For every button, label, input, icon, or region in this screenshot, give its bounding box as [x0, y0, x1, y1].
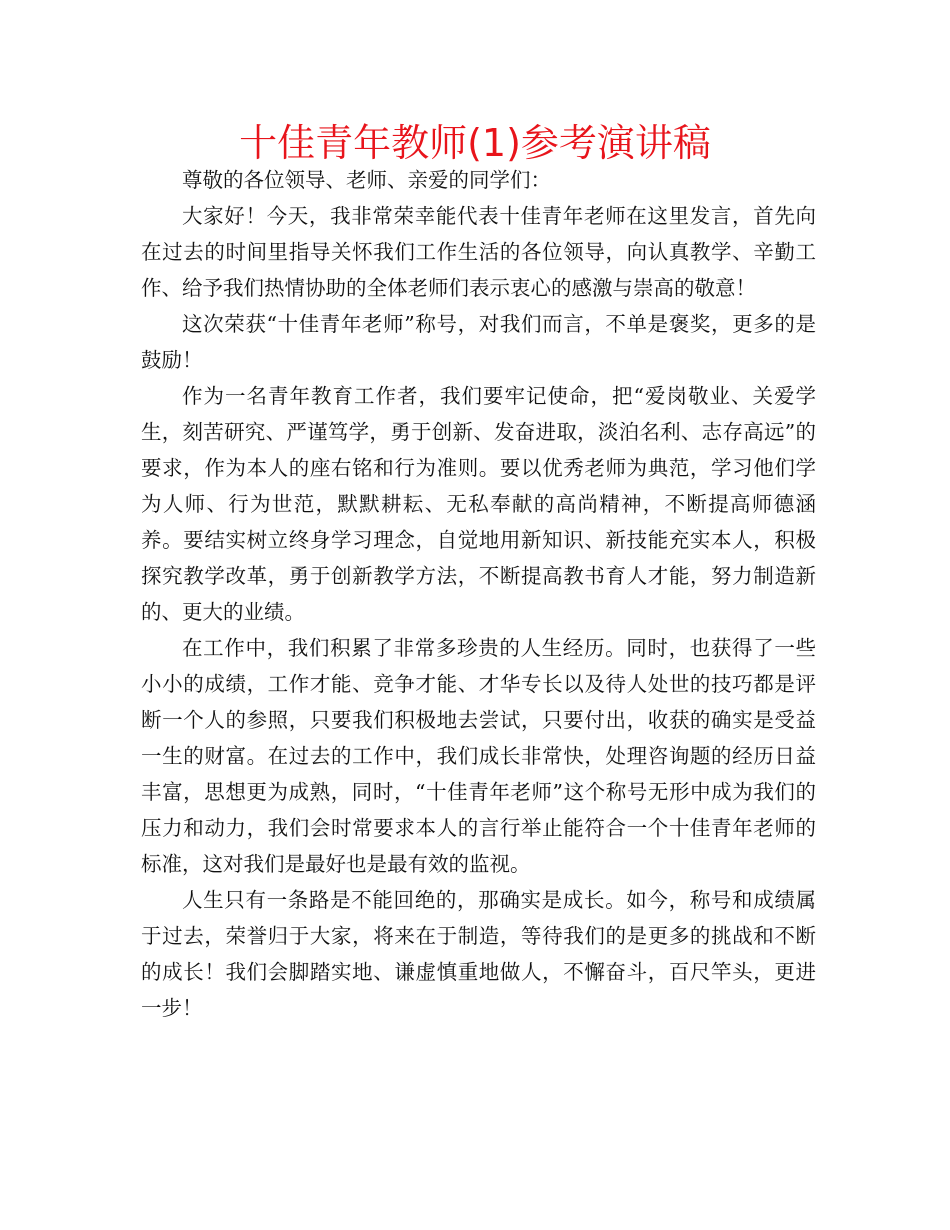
paragraph-2: 这次荣获“十佳青年老师”称号，对我们而言，不单是褒奖，更多的是鼓励！ — [141, 312, 816, 372]
greeting-line: 尊敬的各位领导、老师、亲爱的同学们： — [182, 168, 551, 192]
paragraph-1: 大家好！今天，我非常荣幸能代表十佳青年老师在这里发言，首先向在过去的时间里指导关怀我们工作生活的各位领导，向认真教学、辛勤工作、给予我们热情协助的全体老师们表示衷心的感激与崇高的敬意！ — [141, 204, 816, 300]
paragraph-4: 在工作中，我们积累了非常多珍贵的人生经历。同时，也获得了一些小小的成绩，工作才能、竞争才能、才华专长以及待人处世的技巧都是评断一个人的参照，只要我们积极地去尝试，只要付出，收获的确实是受益一生的财富。在过去的工作中，我们成长非常快，处理咨询题的经历日益丰富，思想更为成熟，同时，“十佳青年老师”这个称号无形中成为我们的压力和动力，我们会时常要求本人的言行举止能符合一个十佳青年老师的标准，这对我们是最好也是最有效的监视。 — [141, 636, 816, 876]
paragraph-5: 人生只有一条路是不能回绝的，那确实是成长。如今，称号和成绩属于过去，荣誉归于大家，将来在于制造，等待我们的是更多的挑战和不断的成长！我们会脚踏实地、谦虚慎重地做人，不懈奋斗，百尺竿头，更进一步！ — [141, 888, 816, 1020]
document-body — [141, 162, 816, 1026]
document-title: 十佳青年教师(1)参考演讲稿 — [239, 121, 711, 165]
paragraph-3: 作为一名青年教育工作者，我们要牢记使命，把“爱岗敬业、关爱学生，刻苦研究、严谨笃学，勇于创新、发奋进取，淡泊名利、志存高远”的要求，作为本人的座右铭和行为准则。要以优秀老师为典范，学习他们学为人师、行为世范，默默耕耘、无私奉献的高尚精神，不断提高师德涵养。要结实树立终身学习理念，自觉地用新知识、新技能充实本人，积极探究教学改革，勇于创新教学方法，不断提高教书育人才能，努力制造新的、更大的业绩。 — [141, 384, 816, 624]
